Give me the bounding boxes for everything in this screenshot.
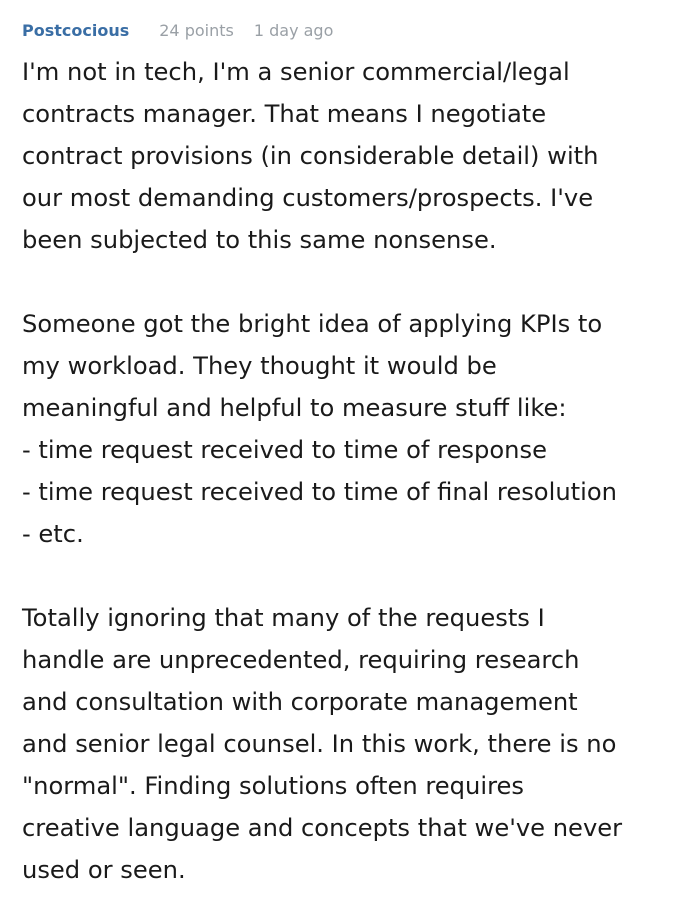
text-line: meaningful and helpful to measure stuff like:	[22, 394, 567, 422]
timestamp: 1 day ago	[253, 21, 334, 40]
list-item-line: - etc.	[22, 520, 84, 548]
text-line: Someone got the bright idea of applying KPIs to	[22, 310, 603, 338]
comment-meta	[22, 17, 690, 45]
list-item-line: - time request received to time of final resolution	[22, 478, 617, 506]
text-line: our most demanding customers/prospects. I've	[22, 184, 594, 212]
comment-paragraph	[22, 597, 690, 891]
comment-paragraph	[22, 51, 690, 261]
list-item-line: - time request received to time of response	[22, 436, 547, 464]
text-line: Totally ignoring that many of the requests I	[22, 604, 545, 632]
text-line: and consultation with corporate management	[22, 688, 578, 716]
text-line: handle are unprecedented, requiring research	[22, 646, 580, 674]
comment-body	[22, 51, 690, 891]
author-link[interactable]: Postcocious	[22, 21, 130, 40]
comment-paragraph	[22, 303, 690, 555]
text-line: used or seen.	[22, 856, 186, 884]
text-line: contract provisions (in considerable detail) with	[22, 142, 599, 170]
text-line: been subjected to this same nonsense.	[22, 226, 497, 254]
text-line: and senior legal counsel. In this work, there is no	[22, 730, 617, 758]
text-line: my workload. They thought it would be	[22, 352, 497, 380]
text-line: I'm not in tech, I'm a senior commercial/legal	[22, 58, 570, 86]
comment	[22, 17, 690, 891]
text-line: "normal". Finding solutions often requires	[22, 772, 524, 800]
points-count: 24 points	[159, 21, 234, 40]
text-line: contracts manager. That means I negotiate	[22, 100, 547, 128]
text-line: creative language and concepts that we've never	[22, 814, 623, 842]
